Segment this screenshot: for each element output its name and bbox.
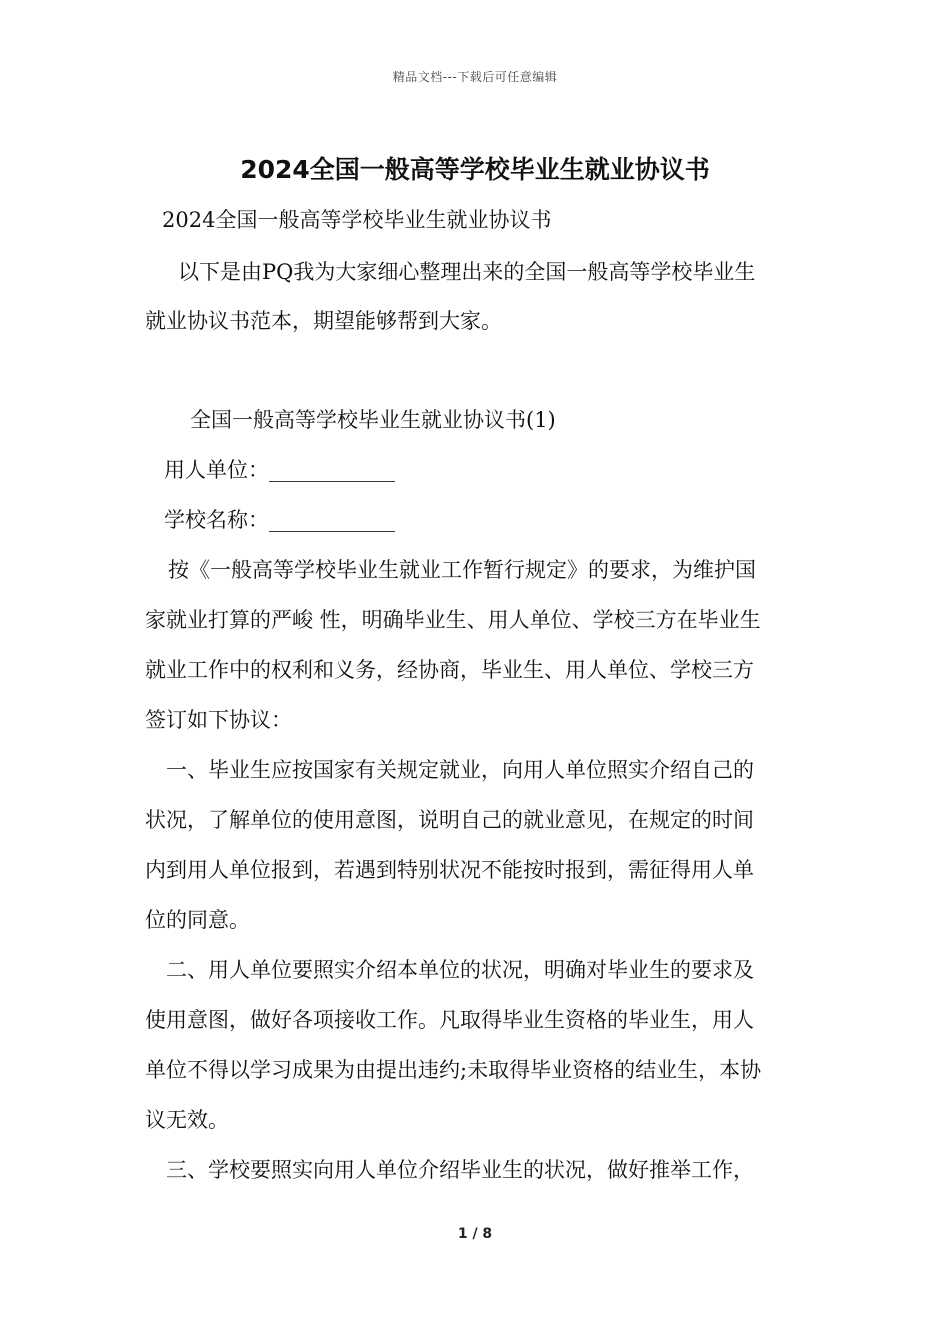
- page-header: 精品文档---下载后可任意编辑: [392, 70, 558, 84]
- paragraph-line: 家就业打算的严峻 性，明确毕业生、用人单位、学校三方在毕业生: [145, 608, 761, 632]
- section-heading: 全国一般高等学校毕业生就业协议书(1): [190, 408, 556, 432]
- paragraph-line: 三、学校要照实向用人单位介绍毕业生的状况，做好推举工作，: [166, 1158, 754, 1182]
- paragraph-line: 位的同意。: [145, 908, 250, 932]
- paragraph-line: 使用意图，做好各项接收工作。凡取得毕业生资格的毕业生，用人: [145, 1008, 754, 1032]
- intro-line-1: 以下是由PQ我为大家细心整理出来的全国一般高等学校毕业生: [178, 260, 756, 284]
- document-title: 2024全国一般高等学校毕业生就业协议书: [240, 155, 710, 184]
- document-subtitle: 2024全国一般高等学校毕业生就业协议书: [162, 208, 552, 232]
- paragraph-line: 二、用人单位要照实介绍本单位的状况，明确对毕业生的要求及: [166, 958, 754, 982]
- paragraph-line: 按《一般高等学校毕业生就业工作暂行规定》的要求，为维护国: [168, 558, 756, 582]
- paragraph-line: 就业工作中的权利和义务，经协商，毕业生、用人单位、学校三方: [145, 658, 754, 682]
- page-number: 1 / 8: [457, 1226, 493, 1242]
- paragraph-line: 状况，了解单位的使用意图，说明自己的就业意见，在规定的时间: [145, 808, 754, 832]
- paragraph-line: 签订如下协议：: [145, 708, 292, 732]
- paragraph-line: 议无效。: [145, 1108, 229, 1132]
- intro-line-2: 就业协议书范本，期望能够帮到大家。: [145, 309, 502, 333]
- employer-field: 用人单位：____________: [164, 458, 395, 482]
- school-field: 学校名称：____________: [164, 508, 395, 532]
- paragraph-line: 内到用人单位报到，若遇到特别状况不能按时报到，需征得用人单: [145, 858, 754, 882]
- paragraph-line: 单位不得以学习成果为由提出违约;未取得毕业资格的结业生，本协: [145, 1058, 762, 1082]
- paragraph-line: 一、毕业生应按国家有关规定就业，向用人单位照实介绍自己的: [166, 758, 754, 782]
